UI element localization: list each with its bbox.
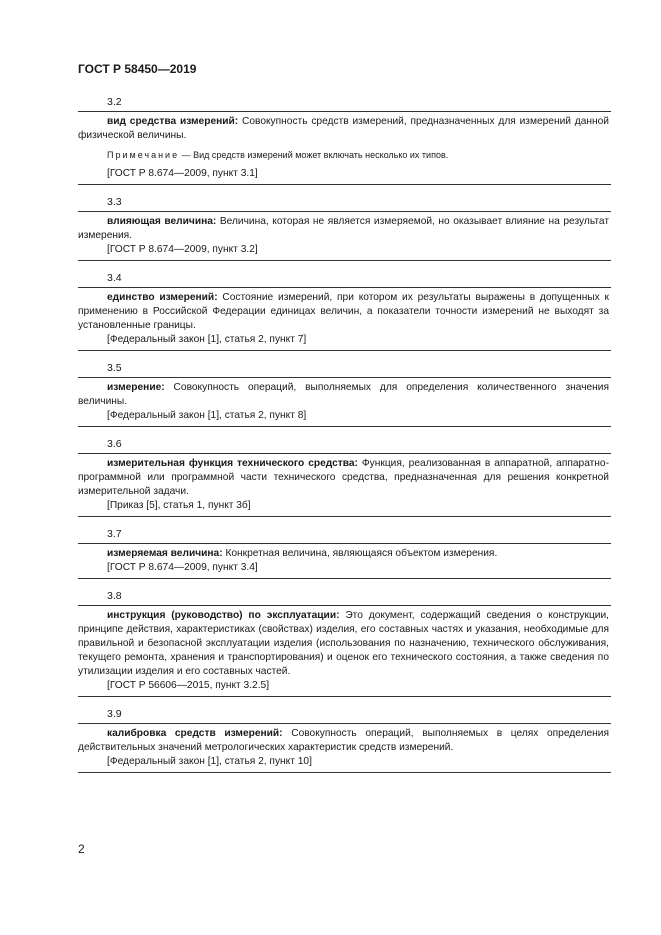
term-box — [78, 723, 611, 773]
term-number: 3.5 — [107, 362, 122, 374]
term-box — [78, 377, 611, 427]
term-definition-text: Конкретная величина, являющаяся объектом измерения. — [222, 548, 498, 559]
term-source: [Федеральный закон [1], статья 2, пункт 7] — [107, 334, 307, 345]
term-title: измерение: — [107, 382, 165, 393]
term-definition-text: Функция, реализованная в аппаратной, аппаратно-программной или программной части технического средства, предназначенная для решения конкретной измерительной задачи. — [78, 458, 609, 497]
term-title: инструкция (руководство) по эксплуатации: — [107, 610, 340, 621]
term-definition — [78, 609, 609, 679]
term-source: [ГОСТ Р 8.674—2009, пункт 3.2] — [107, 244, 258, 255]
term-note — [78, 148, 609, 162]
term-title: измерительная функция технического средства: — [107, 458, 358, 469]
term-definition — [78, 727, 609, 755]
term-number: 3.6 — [107, 438, 122, 450]
term-definition-text: Совокупность средств измерений, предназначенных для измерений данной физической величины. — [78, 116, 609, 141]
term-entry — [78, 589, 611, 697]
term-definition — [78, 457, 609, 499]
term-definition-text: Совокупность операций, выполняемых в целях определения действительных значений метрологических характеристик средств измерений. — [78, 728, 610, 753]
term-entry — [78, 361, 611, 427]
term-number: 3.8 — [107, 590, 122, 602]
term-definition-text: Состояние измерений, при котором их результаты выражены в допущенных к применению в Российской Федерации единицах величин, а показатели точности измерений не выходят за установленные границы. — [78, 292, 609, 331]
term-box — [78, 287, 611, 351]
term-box — [78, 605, 611, 697]
term-definition — [78, 115, 609, 143]
term-definition — [78, 291, 609, 333]
term-source: [ГОСТ Р 56606—2015, пункт 3.2.5] — [107, 680, 270, 691]
term-box — [78, 111, 611, 185]
term-entry — [78, 271, 611, 351]
term-entry — [78, 707, 611, 773]
term-title: вид средства измерений: — [107, 116, 239, 127]
note-text: — Вид средств измерений может включать несколько их типов. — [179, 150, 449, 160]
term-title: влияющая величина: — [107, 216, 217, 227]
term-title: измеряемая величина: — [107, 548, 223, 559]
term-box — [78, 453, 611, 517]
note-label: Примечание — [107, 150, 180, 160]
term-entry — [78, 195, 611, 261]
term-entry — [78, 95, 611, 185]
term-definition-text: Совокупность операций, выполняемых для определения количественного значения величины. — [78, 382, 609, 407]
page-number: 2 — [78, 842, 85, 856]
term-definition — [78, 215, 609, 243]
term-entry — [78, 437, 611, 517]
term-number: 3.3 — [107, 196, 122, 208]
document-header: ГОСТ Р 58450—2019 — [78, 62, 197, 76]
term-definition — [78, 547, 609, 561]
term-number: 3.2 — [107, 96, 122, 108]
term-entry — [78, 527, 611, 579]
term-source: [ГОСТ Р 8.674—2009, пункт 3.4] — [107, 562, 258, 573]
term-title: калибровка средств измерений: — [107, 728, 283, 739]
term-definition — [78, 381, 609, 409]
term-source: [Федеральный закон [1], статья 2, пункт 8] — [107, 410, 307, 421]
term-box — [78, 543, 611, 579]
term-number: 3.4 — [107, 272, 122, 284]
term-number: 3.9 — [107, 708, 122, 720]
term-box — [78, 211, 611, 261]
term-source: [ГОСТ Р 8.674—2009, пункт 3.1] — [107, 168, 258, 179]
term-source: [Приказ [5], статья 1, пункт 3б] — [107, 500, 251, 511]
term-definition-text: Это документ, содержащий сведения о конструкции, принципе действия, характеристиках (свойствах) изделия, его составных частях и указания, необходимые для правильной и безопасной эксплуатации изделия (использования по назначению, технического обслуживания, текущего ремонта, хранения и транспортирования) и оценок его технического состояния, а также сведения по утилизации изделия и его составных частей. — [78, 610, 609, 677]
term-number: 3.7 — [107, 528, 122, 540]
terms-list — [78, 95, 611, 783]
term-source: [Федеральный закон [1], статья 2, пункт 10] — [107, 756, 312, 767]
term-title: единство измерений: — [107, 292, 218, 303]
term-definition-text: Величина, которая не является измеряемой, но оказывает влияние на результат измерения. — [78, 216, 610, 241]
